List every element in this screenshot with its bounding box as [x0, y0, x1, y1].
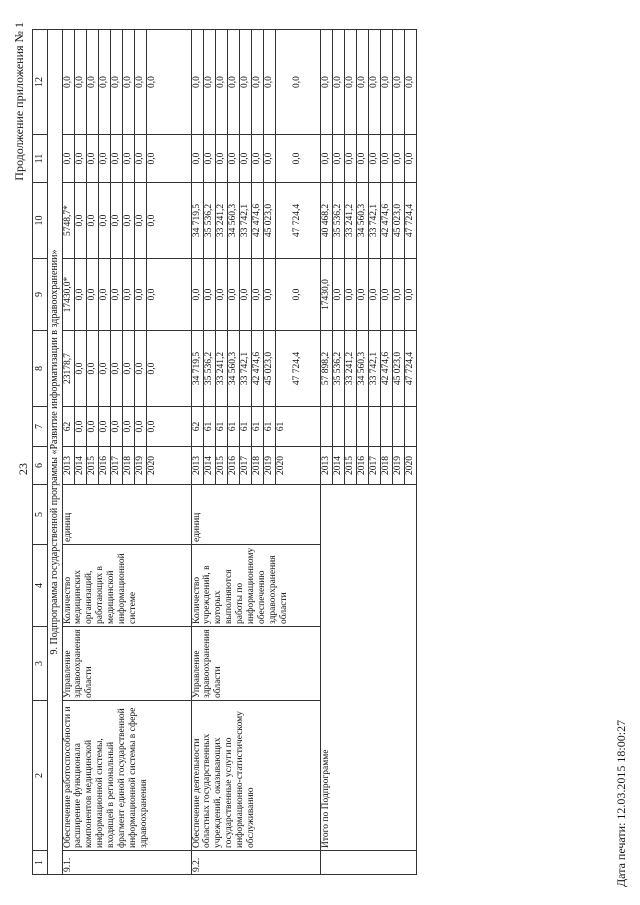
- item-name: Обеспечение работоспособности и расширение функционала компонентов медицинской информационной системы, входящей в региональный фрагмент единой государственной информационной системы в сфере здравоохранения: [62, 701, 191, 851]
- total-funding: 0,0: [74, 331, 86, 407]
- federal-funding: 0,0: [332, 259, 344, 331]
- federal-funding: 0,0: [122, 259, 134, 331]
- federal-funding: 0,0: [380, 259, 392, 331]
- col-header: 3: [33, 627, 48, 701]
- indicator-value: 62: [62, 407, 74, 447]
- regional-funding: 0,0: [86, 183, 98, 259]
- regional-funding: 45 023,0: [392, 183, 404, 259]
- total-funding: 0,0: [146, 331, 191, 407]
- total-funding: 0,0: [98, 331, 110, 407]
- year-cell: 2019: [263, 447, 275, 485]
- total-funding: 57 898,2: [320, 331, 332, 407]
- local-funding: 0,0: [392, 135, 404, 183]
- regional-funding: 34 719,5: [191, 183, 203, 259]
- other-funding: 0,0: [98, 30, 110, 135]
- total-funding: 33 742,1: [239, 331, 251, 407]
- other-funding: 0,0: [320, 30, 332, 135]
- indicator-value: 61: [227, 407, 239, 447]
- indicator-value: 61: [263, 407, 275, 447]
- indicator-value: [344, 407, 356, 447]
- total-number-cell: [320, 851, 416, 875]
- federal-funding: 0,0: [275, 259, 320, 331]
- other-funding: 0,0: [380, 30, 392, 135]
- federal-funding: 0,0: [356, 259, 368, 331]
- other-funding: 0,0: [392, 30, 404, 135]
- other-funding: 0,0: [203, 30, 215, 135]
- local-funding: 0,0: [98, 135, 110, 183]
- other-funding: 0,0: [74, 30, 86, 135]
- federal-funding: 0,0: [146, 259, 191, 331]
- year-cell: 2013: [191, 447, 203, 485]
- other-funding: 0,0: [332, 30, 344, 135]
- indicator-value: 0,0: [98, 407, 110, 447]
- column-number-row: [33, 30, 48, 875]
- indicator-value: 61: [239, 407, 251, 447]
- total-funding: 35 536,2: [332, 331, 344, 407]
- federal-funding: 0,0: [239, 259, 251, 331]
- regional-funding: 35 536,2: [203, 183, 215, 259]
- local-funding: 0,0: [320, 135, 332, 183]
- year-cell: 2014: [203, 447, 215, 485]
- item-indicator: Количество учреждений, в которых выполняются работы по информационному обеспечению здравоохранения области: [191, 545, 320, 627]
- total-funding: 34 560,3: [227, 331, 239, 407]
- item-number: 9.1.: [62, 851, 191, 875]
- col-header: 7: [33, 407, 48, 447]
- other-funding: 0,0: [251, 30, 263, 135]
- regional-funding: 34 560,3: [356, 183, 368, 259]
- federal-funding: 17430,0: [320, 259, 332, 331]
- federal-funding: 0,0: [86, 259, 98, 331]
- regional-funding: 33 241,2: [344, 183, 356, 259]
- total-funding: 42 474,6: [380, 331, 392, 407]
- item-executor: Управление здравоохранения области: [191, 627, 320, 701]
- item-indicator: Количество медицинских организаций, работающих в медицинской информационной системе: [62, 545, 191, 627]
- regional-funding: 0,0: [134, 183, 146, 259]
- other-funding: 0,0: [344, 30, 356, 135]
- year-cell: 2016: [227, 447, 239, 485]
- col-header: 12: [33, 30, 48, 135]
- year-cell: 2015: [344, 447, 356, 485]
- local-funding: 0,0: [203, 135, 215, 183]
- other-funding: 0,0: [146, 30, 191, 135]
- other-funding: 0,0: [356, 30, 368, 135]
- regional-funding: 33 742,1: [239, 183, 251, 259]
- federal-funding: 0,0: [98, 259, 110, 331]
- federal-funding: 0,0: [74, 259, 86, 331]
- local-funding: 0,0: [380, 135, 392, 183]
- other-funding: 0,0: [134, 30, 146, 135]
- local-funding: 0,0: [122, 135, 134, 183]
- year-cell: 2019: [392, 447, 404, 485]
- regional-funding: 33 742,1: [368, 183, 380, 259]
- federal-funding: 0,0: [227, 259, 239, 331]
- federal-funding: 0,0: [215, 259, 227, 331]
- indicator-value: 61: [203, 407, 215, 447]
- federal-funding: 0,0: [263, 259, 275, 331]
- table-row: [320, 30, 332, 875]
- indicator-value: [380, 407, 392, 447]
- other-funding: 0,0: [275, 30, 320, 135]
- item-executor: Управление здравоохранения области: [62, 627, 191, 701]
- table-row: [191, 30, 203, 875]
- year-cell: 2017: [368, 447, 380, 485]
- other-funding: 0,0: [404, 30, 416, 135]
- regional-funding: 42 474,6: [380, 183, 392, 259]
- local-funding: 0,0: [62, 135, 74, 183]
- col-header: 2: [33, 701, 48, 851]
- local-funding: 0,0: [344, 135, 356, 183]
- total-funding: 35 536,2: [203, 331, 215, 407]
- col-header: 8: [33, 331, 48, 407]
- regional-funding: 47 724,4: [404, 183, 416, 259]
- indicator-value: [368, 407, 380, 447]
- regional-funding: 33 241,2: [215, 183, 227, 259]
- total-funding: 42 474,6: [251, 331, 263, 407]
- other-funding: 0,0: [227, 30, 239, 135]
- total-funding: 47 724,4: [275, 331, 320, 407]
- regional-funding: 0,0: [146, 183, 191, 259]
- total-funding: 45 023,0: [263, 331, 275, 407]
- year-cell: 2018: [380, 447, 392, 485]
- federal-funding: 0,0: [203, 259, 215, 331]
- local-funding: 0,0: [146, 135, 191, 183]
- total-funding: 0,0: [122, 331, 134, 407]
- other-funding: 0,0: [62, 30, 74, 135]
- indicator-value: 61: [215, 407, 227, 447]
- indicator-value: [392, 407, 404, 447]
- local-funding: 0,0: [356, 135, 368, 183]
- budget-table: [32, 29, 417, 875]
- total-funding: 34 719,5: [191, 331, 203, 407]
- federal-funding: 0,0: [344, 259, 356, 331]
- regional-funding: 40 468,2: [320, 183, 332, 259]
- regional-funding: 0,0: [98, 183, 110, 259]
- total-label: Итого по Подпрограмме: [320, 485, 416, 851]
- local-funding: 0,0: [332, 135, 344, 183]
- total-funding: 0,0: [134, 331, 146, 407]
- total-funding: 33 241,2: [215, 331, 227, 407]
- year-cell: 2016: [98, 447, 110, 485]
- year-cell: 2015: [86, 447, 98, 485]
- other-funding: 0,0: [86, 30, 98, 135]
- regional-funding: 5748,7*: [62, 183, 74, 259]
- regional-funding: 0,0: [74, 183, 86, 259]
- item-number: 9.2.: [191, 851, 320, 875]
- indicator-value: 61: [251, 407, 263, 447]
- page-number: 23: [16, 463, 30, 475]
- total-funding: 45 023,0: [392, 331, 404, 407]
- year-cell: 2020: [404, 447, 416, 485]
- section-title: 9. Подпрограмма государственной программы «Развитие информатизации в здравоохранении»: [48, 30, 63, 875]
- total-funding: 33 742,1: [368, 331, 380, 407]
- local-funding: 0,0: [239, 135, 251, 183]
- year-cell: 2020: [146, 447, 191, 485]
- regional-funding: 47 724,4: [275, 183, 320, 259]
- federal-funding: 0,0: [191, 259, 203, 331]
- year-cell: 2017: [110, 447, 122, 485]
- year-cell: 2013: [320, 447, 332, 485]
- col-header: 1: [33, 851, 48, 875]
- local-funding: 0,0: [368, 135, 380, 183]
- local-funding: 0,0: [251, 135, 263, 183]
- indicator-value: 0,0: [146, 407, 191, 447]
- indicator-value: 0,0: [134, 407, 146, 447]
- federal-funding: 0,0: [134, 259, 146, 331]
- local-funding: 0,0: [191, 135, 203, 183]
- indicator-value: [320, 407, 332, 447]
- other-funding: 0,0: [122, 30, 134, 135]
- local-funding: 0,0: [227, 135, 239, 183]
- total-funding: 0,0: [110, 331, 122, 407]
- col-header: 4: [33, 545, 48, 627]
- other-funding: 0,0: [215, 30, 227, 135]
- local-funding: 0,0: [275, 135, 320, 183]
- federal-funding: 0,0: [392, 259, 404, 331]
- indicator-value: 0,0: [110, 407, 122, 447]
- col-header: 10: [33, 183, 48, 259]
- regional-funding: 34 560,3: [227, 183, 239, 259]
- regional-funding: 42 474,6: [251, 183, 263, 259]
- year-cell: 2014: [74, 447, 86, 485]
- regional-funding: 0,0: [122, 183, 134, 259]
- year-cell: 2018: [251, 447, 263, 485]
- total-funding: 33 241,2: [344, 331, 356, 407]
- local-funding: 0,0: [110, 135, 122, 183]
- other-funding: 0,0: [263, 30, 275, 135]
- federal-funding: 0,0: [404, 259, 416, 331]
- indicator-value: 62: [191, 407, 203, 447]
- year-cell: 2020: [275, 447, 320, 485]
- year-cell: 2017: [239, 447, 251, 485]
- year-cell: 2014: [332, 447, 344, 485]
- federal-funding: 0,0: [110, 259, 122, 331]
- year-cell: 2019: [134, 447, 146, 485]
- year-cell: 2015: [215, 447, 227, 485]
- total-funding: 34 560,3: [356, 331, 368, 407]
- regional-funding: 0,0: [110, 183, 122, 259]
- local-funding: 0,0: [74, 135, 86, 183]
- local-funding: 0,0: [263, 135, 275, 183]
- indicator-value: [332, 407, 344, 447]
- other-funding: 0,0: [368, 30, 380, 135]
- item-name: Обеспечение деятельности областных государственных учреждений, оказывающих государственные услуги по информационно-статистическому обслуживанию: [191, 701, 320, 851]
- local-funding: 0,0: [86, 135, 98, 183]
- print-date: Дата печати: 12.03.2015 18:00:27: [614, 719, 628, 887]
- indicator-value: 0,0: [74, 407, 86, 447]
- other-funding: 0,0: [191, 30, 203, 135]
- other-funding: 0,0: [110, 30, 122, 135]
- indicator-value: 61: [275, 407, 320, 447]
- indicator-value: 0,0: [86, 407, 98, 447]
- federal-funding: 17430,0*: [62, 259, 74, 331]
- indicator-value: 0,0: [122, 407, 134, 447]
- federal-funding: 0,0: [368, 259, 380, 331]
- other-funding: 0,0: [239, 30, 251, 135]
- col-header: 9: [33, 259, 48, 331]
- local-funding: 0,0: [404, 135, 416, 183]
- item-unit: единиц: [62, 485, 191, 545]
- item-unit: единиц: [191, 485, 320, 545]
- regional-funding: 35 536,2: [332, 183, 344, 259]
- total-funding: 0,0: [86, 331, 98, 407]
- local-funding: 0,0: [134, 135, 146, 183]
- col-header: 11: [33, 135, 48, 183]
- col-header: 6: [33, 447, 48, 485]
- indicator-value: [404, 407, 416, 447]
- regional-funding: 45 023,0: [263, 183, 275, 259]
- section-title-row: [48, 30, 63, 875]
- total-funding: 23178,7: [62, 331, 74, 407]
- total-funding: 47 724,4: [404, 331, 416, 407]
- year-cell: 2018: [122, 447, 134, 485]
- indicator-value: [356, 407, 368, 447]
- appendix-caption: Продолжение приложения № 1: [12, 22, 26, 181]
- year-cell: 2013: [62, 447, 74, 485]
- col-header: 5: [33, 485, 48, 545]
- table-row: [62, 30, 74, 875]
- year-cell: 2016: [356, 447, 368, 485]
- federal-funding: 0,0: [251, 259, 263, 331]
- local-funding: 0,0: [215, 135, 227, 183]
